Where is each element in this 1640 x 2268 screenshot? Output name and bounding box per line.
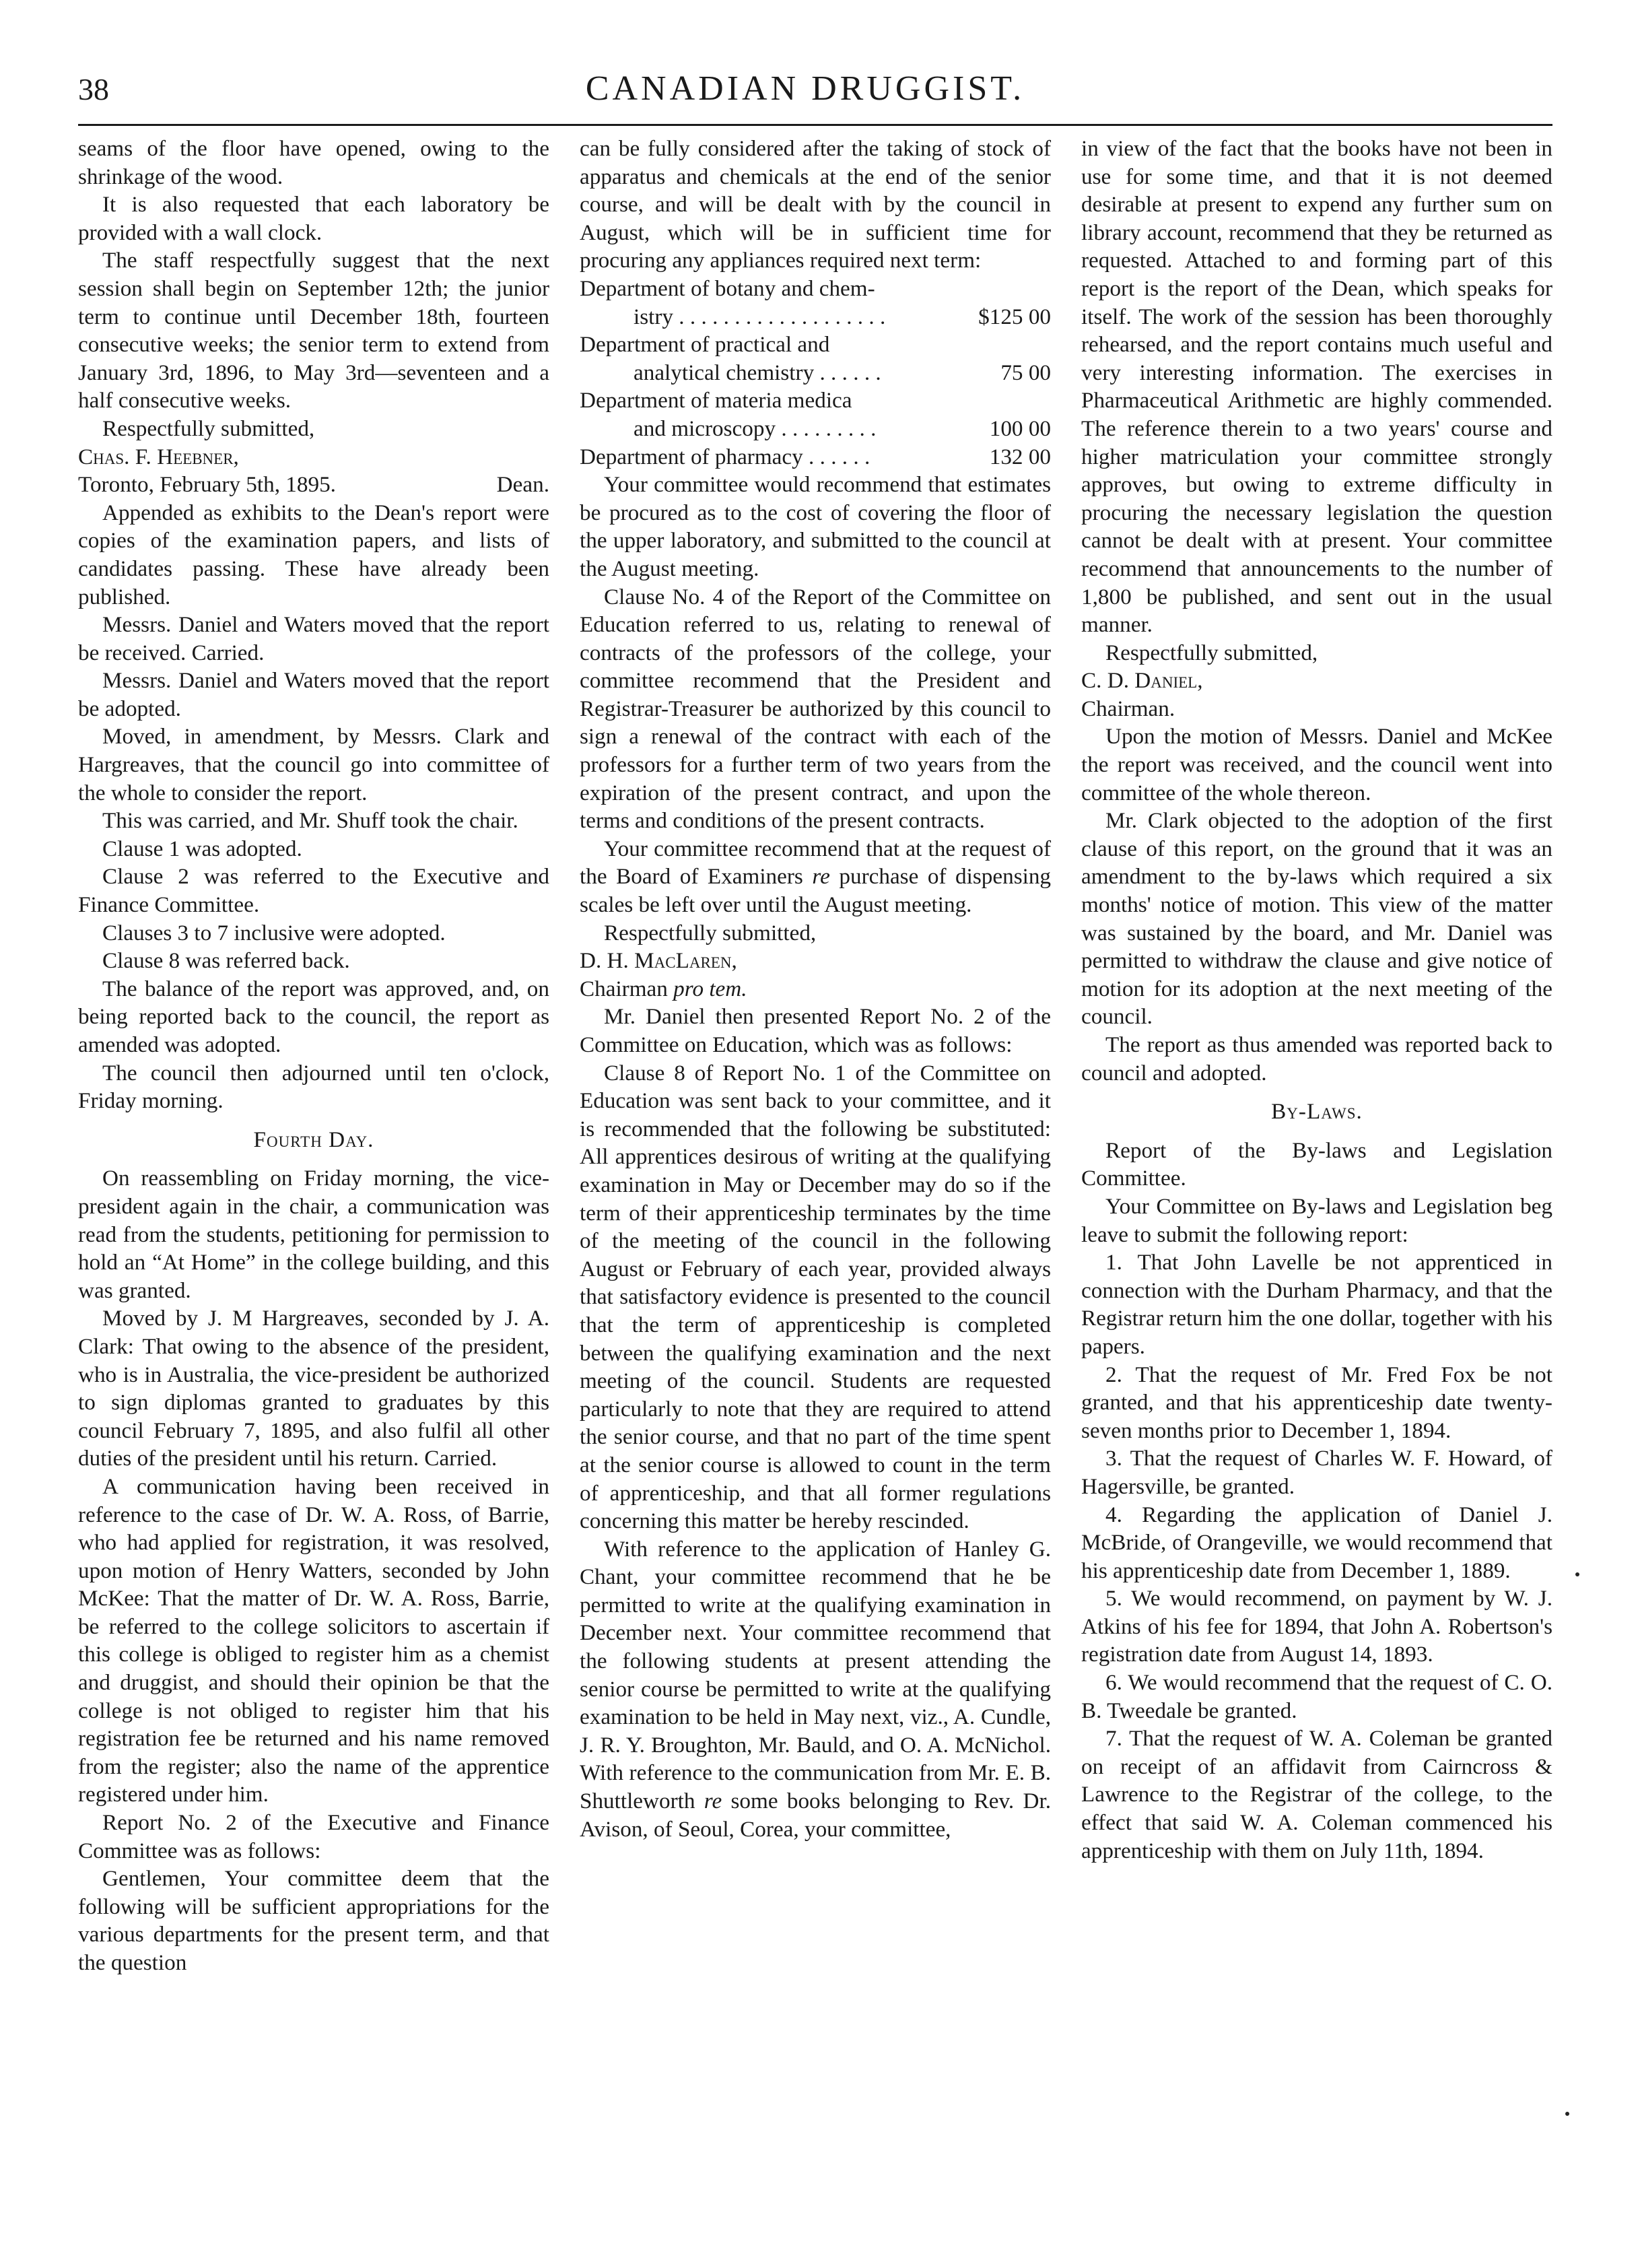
paragraph: The report as thus amended was reported back to council and adopted. xyxy=(1081,1032,1552,1086)
signature-title: Chairman. xyxy=(1081,696,1175,721)
paragraph: A communication having been received in reference to the case of Dr. W. A. Ross, of Barrie, who had applied for registration, it was resolved, upon motion of Henry Watters, seconded by John McKee: That the matter of Dr. W. A. Ross, Barrie, be referred to the college solicitors to ascertain if this college is obliged to register him as a chemist and druggist, and should their opinion be that the college is not obliged to register him that his registration fee be returned and his name removed from the register; also the name of the apprentice registered under him. xyxy=(78,1473,549,1807)
paragraph: in view of the fact that the books have not been in use for some time, and that it is not deemed desirable at present to expend any further sum on library account, recommend that they be returned as requested. Attached to and forming part of this report is the report of the Dean, which speaks for itself. The work of the session has been thoroughly rehearsed, and the report contains much useful and very interesting information. The exercises in Pharmaceutical Arithmetic are highly commended. The reference therein to a two years' course and higher matriculation your committee strongly approves, but owing to extreme difficulty in procuring the necessary legislation the question cannot be dealt with at present. Your committee recommend that announcements to the number of 1,800 be published, and sent out in the usual manner. xyxy=(1081,136,1552,638)
department-label-cont: istry . . . . . . . . . . . . . . . . . . . xyxy=(634,304,886,329)
department-label: Department of materia medica xyxy=(580,388,852,413)
paragraph: The balance of the report was approved, and, on being reported back to the council, the report as amended was adopted. xyxy=(78,976,549,1057)
paragraph xyxy=(580,1535,1051,1844)
paragraph: can be fully considered after the taking of stock of apparatus and chemicals at the end of the senior course, and will be dealt with by the council in August, which will be in sufficient time for procuring any appliances required next term: xyxy=(580,136,1051,273)
department-label: Department of pharmacy . . . . . . xyxy=(580,444,870,469)
paragraph: Appended as exhibits to the Dean's report were copies of the examination papers, and lists of candidates passing. These have already been published. xyxy=(78,500,549,609)
text-run: Chairman xyxy=(580,976,668,1001)
signature-place-date: Toronto, February 5th, 1895. xyxy=(78,472,336,498)
table-row xyxy=(580,415,1051,443)
paragraph: Mr. Daniel then presented Report No. 2 of the Committee on Education, which was as follows: xyxy=(580,1004,1051,1057)
paragraph: 3. That the request of Charles W. F. Howard, of Hagersville, be granted. xyxy=(1081,1446,1552,1499)
signoff: Respectfully submitted, xyxy=(1105,640,1318,665)
table-row xyxy=(580,303,1051,331)
amount: 132 00 xyxy=(989,444,1051,469)
paragraph: 2. That the request of Mr. Fred Fox be not granted, and that his apprenticeship date twenty-seven months prior to December 1, 1894. xyxy=(1081,1362,1552,1443)
column-1 xyxy=(78,135,549,1977)
table-row xyxy=(580,275,1051,303)
table-row xyxy=(580,443,1051,471)
paragraph: Upon the motion of Messrs. Daniel and McKee the report was received, and the council went into committee of the whole thereon. xyxy=(1081,724,1552,805)
paragraph: seams of the floor have opened, owing to the shrinkage of the wood. xyxy=(78,136,549,189)
italic-term: re xyxy=(704,1789,722,1814)
paragraph: Clause No. 4 of the Report of the Committee on Education referred to us, relating to renewal of contracts of the professors of the college, your committee recommend that the President and Registrar-Treasurer be authorized by this council to sign a renewal of the contract with each of the professors for a further term of two years from the expiration of the present contract, and upon the terms and conditions of the present contracts. xyxy=(580,584,1051,834)
paragraph: Mr. Clark objected to the adoption of the first clause of this report, on the ground that it was an amendment to the by-laws which required a six months' notice of motion. This view of the matter was sustained by the board, and Mr. Daniel was permitted to withdraw the clause and give notice of motion for its adoption at the next meeting of the council. xyxy=(1081,808,1552,1030)
paragraph: Messrs. Daniel and Waters moved that the report be received. Carried. xyxy=(78,612,549,665)
paragraph: Report No. 2 of the Executive and Finance Committee was as follows: xyxy=(78,1810,549,1863)
paragraph: Your Committee on By-laws and Legislation beg leave to submit the following report: xyxy=(1081,1193,1552,1247)
signature-name: D. H. MacLaren, xyxy=(580,948,737,974)
paragraph: It is also requested that each laboratory be provided with a wall clock. xyxy=(78,192,549,245)
paragraph xyxy=(580,835,1051,919)
text-run: With reference to the application of Hanley G. Chant, your committee recommend that he be permitted to write at the qualifying examination in December next. Your committee recommend that the following students at present attending the senior course be permitted to write at the qualifying examination to be held in May next, viz., A. Cundle, J. R. Y. Broughton, Mr. Bauld, and O. A. McNichol. With reference to the communication from Mr. E. B. Shuttleworth xyxy=(580,1536,1051,1814)
paragraph: Clause 1 was adopted. xyxy=(102,836,302,861)
amount: 75 00 xyxy=(1000,360,1051,385)
signoff: Respectfully submitted, xyxy=(102,415,315,441)
paragraph: Moved, in amendment, by Messrs. Clark and Hargreaves, that the council go into committee of the whole to consider the report. xyxy=(78,724,549,805)
signature-title xyxy=(580,975,1051,1003)
signature-name: Chas. F. Heebner, xyxy=(78,444,239,469)
appropriations-table xyxy=(580,275,1051,471)
column-3 xyxy=(1081,135,1552,1865)
amount: $125 00 xyxy=(978,304,1051,329)
page-header xyxy=(78,62,1532,120)
print-speck xyxy=(1565,2112,1569,2116)
paragraph: Clauses 3 to 7 inclusive were adopted. xyxy=(102,920,446,945)
department-label: Department of practical and xyxy=(580,332,830,358)
column-2 xyxy=(580,135,1051,1843)
department-label-cont: analytical chemistry . . . . . . xyxy=(634,360,881,385)
paragraph: 1. That John Lavelle be not apprenticed in connection with the Durham Pharmacy, and that the Registrar return him the one dollar, together with his papers. xyxy=(1081,1250,1552,1359)
paragraph: 6. We would recommend that the request of C. O. B. Tweedale be granted. xyxy=(1081,1670,1552,1723)
running-title: CANADIAN DRUGGIST. xyxy=(585,69,1025,108)
paragraph: The council then adjourned until ten o'clock, Friday morning. xyxy=(78,1060,549,1114)
section-heading: Fourth Day. xyxy=(253,1127,374,1152)
paragraph: On reassembling on Friday morning, the vice-president again in the chair, a communication was read from the students, petitioning for permission to hold an “At Home” in the college building, and this was granted. xyxy=(78,1166,549,1303)
header-rule xyxy=(78,124,1552,126)
paragraph: 7. That the request of W. A. Coleman be granted on receipt of an affidavit from Cairncross & Lawrence to the Registrar of the college, to the effect that said W. A. Coleman commenced his apprenticeship with them on July 11th, 1894. xyxy=(1081,1726,1552,1863)
signoff: Respectfully submitted, xyxy=(604,920,817,945)
table-row xyxy=(580,387,1051,415)
department-label: Department of botany and chem- xyxy=(580,275,875,301)
paragraph: 4. Regarding the application of Daniel J. McBride, of Orangeville, we would recommend that his apprenticeship date from December 1, 1889. xyxy=(1081,1502,1552,1583)
section-heading: By-Laws. xyxy=(1271,1099,1363,1125)
paragraph: Your committee would recommend that estimates be procured as to the cost of covering the floor of the upper laboratory, and submitted to the council at the August meeting. xyxy=(580,472,1051,581)
paragraph: Clause 8 of Report No. 1 of the Committee on Education was sent back to your committee, and it is recommended that the following be substituted: All apprentices desirous of writing at the qualifying examination in May or December may do so if the term of their apprenticeship terminates by the time of the meeting of the council in the following August or February of each year, provided always that satisfactory evidence is presented to the council that the term of apprenticeship is completed between the qualifying examination and the next meeting of the council. Students are requested particularly to note that they are required to attend the senior course, and that no part of the time spent at the senior course is allowed to count in the term of apprenticeship, and that all former regulations concerning this matter be hereby rescinded. xyxy=(580,1060,1051,1534)
paragraph: Clause 2 was referred to the Executive and Finance Committee. xyxy=(78,864,549,918)
paragraph: Gentlemen, Your committee deem that the following will be sufficient appropriations for the various departments for the present term, and that the question xyxy=(78,1866,549,1975)
amount: 100 00 xyxy=(989,415,1051,441)
page-number: 38 xyxy=(78,72,109,106)
signature-name: C. D. Daniel, xyxy=(1081,668,1203,694)
table-row xyxy=(580,359,1051,387)
paragraph: Clause 8 was referred back. xyxy=(102,948,350,974)
table-row xyxy=(580,331,1051,359)
paragraph: The staff respectfully suggest that the next session shall begin on September 12th; the junior term to continue until December 18th, fourteen consecutive weeks; the senior term to extend from January 3rd, 1896, to May 3rd—seventeen and a half consecutive weeks. xyxy=(78,248,549,413)
italic-term: re xyxy=(812,864,830,890)
paragraph: Messrs. Daniel and Waters moved that the report be adopted. xyxy=(78,668,549,721)
department-label-cont: and microscopy . . . . . . . . . xyxy=(634,415,877,441)
text-run: Your committee recommend that at the request of the Board of Examiners xyxy=(580,836,1051,890)
paragraph: Moved by J. M Hargreaves, seconded by J. A. Clark: That owing to the absence of the president, who is in Australia, the vice-president be authorized to sign diplomas granted to graduates by this council February 7, 1895, and also fulfil all other duties of the president until his return. Carried. xyxy=(78,1306,549,1471)
text-run: some books belonging to Rev. Dr. Avison, of Seoul, Corea, your committee, xyxy=(580,1789,1052,1842)
paragraph: 5. We would recommend, on payment by W. J. Atkins of his fee for 1894, that John A. Robertson's registration date from August 14, 1893. xyxy=(1081,1586,1552,1667)
signature-line xyxy=(78,471,549,499)
signature-title: Dean. xyxy=(496,472,549,498)
paragraph: Report of the By-laws and Legislation Committee. xyxy=(1081,1137,1552,1191)
print-speck xyxy=(1575,1572,1579,1576)
italic-term: pro tem. xyxy=(673,976,747,1001)
paragraph: This was carried, and Mr. Shuff took the chair. xyxy=(102,808,518,834)
text-run: purchase of dispensing scales be left over until the August meeting. xyxy=(580,864,1052,918)
